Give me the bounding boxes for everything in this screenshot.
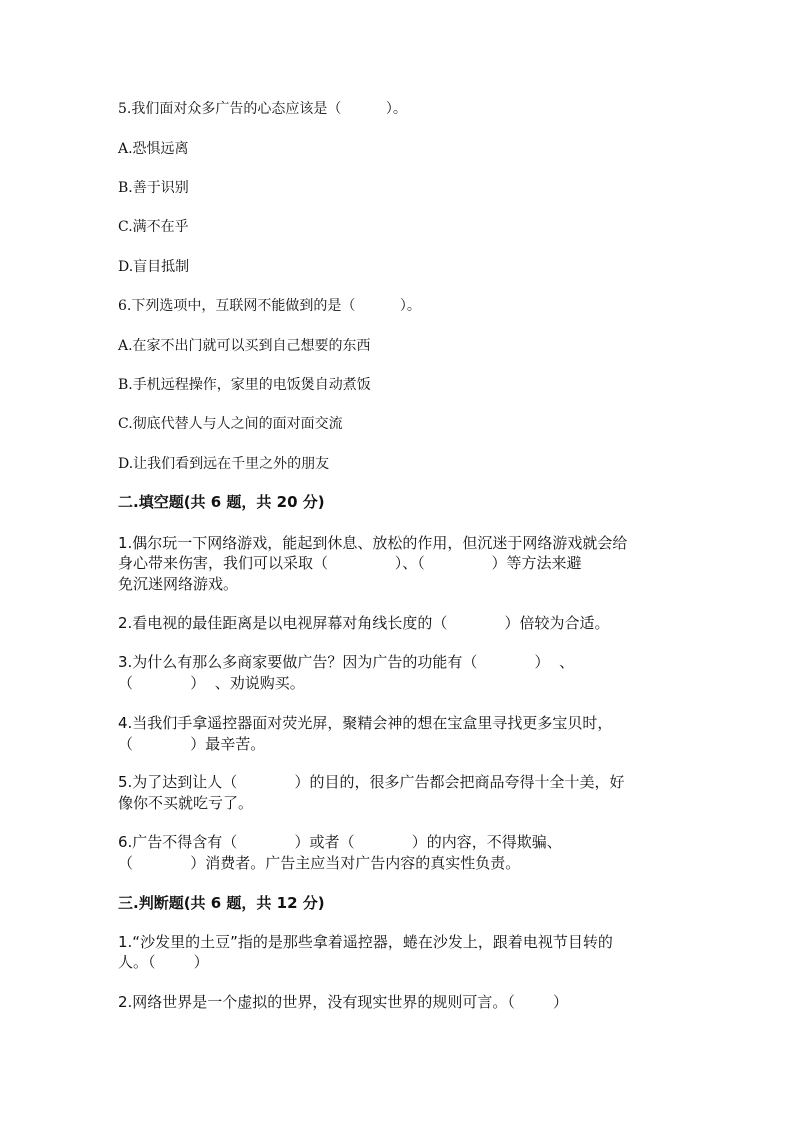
judge-1-line-1: 1.“沙发里的土豆”指的是那些拿着遥控器，蜷在沙发上，跟着电视节目转的 bbox=[118, 933, 613, 951]
fill-3-line-2: （ ） 、劝说购买。 bbox=[118, 674, 305, 692]
question-6-stem: 6.下列选项中，互联网不能做到的是（ ）。 bbox=[118, 298, 421, 314]
fill-3-line-1: 3.为什么有那么多商家要做广告？因为广告的功能有（ ） 、 bbox=[118, 653, 575, 671]
question-6-option-a: A.在家不出门就可以买到自己想要的东西 bbox=[118, 338, 371, 354]
question-5-stem: 5.我们面对众多广告的心态应该是（ ）。 bbox=[118, 101, 407, 117]
question-5-option-c: C.满不在乎 bbox=[118, 219, 189, 235]
fill-5-line-2: 像你不买就吃亏了。 bbox=[118, 794, 254, 812]
judge-2-line-1: 2.网络世界是一个虚拟的世界，没有现实世界的规则可言。（ ） bbox=[118, 993, 568, 1011]
section-3-heading: 三.判断题(共 6 题，共 12 分) bbox=[118, 894, 325, 912]
fill-1-line-2: 身心带来伤害，我们可以采取（ ）、（ ）等方法来避 bbox=[118, 554, 582, 572]
question-5-option-d: D.盲目抵制 bbox=[118, 259, 190, 275]
fill-6-line-1: 6.广告不得含有（ ）或者（ ）的内容，不得欺骗、 bbox=[118, 833, 562, 851]
fill-4-line-2: （ ）最辛苦。 bbox=[118, 735, 266, 753]
fill-5-line-1: 5.为了达到让人（ ）的目的，很多广告都会把商品夸得十全十美，好 bbox=[118, 773, 625, 791]
question-5-option-b: B.善于识别 bbox=[118, 180, 189, 196]
fill-2-line-1: 2.看电视的最佳距离是以电视屏幕对角线长度的（ ）倍较为合适。 bbox=[118, 614, 610, 632]
question-5-option-a: A.恐惧远离 bbox=[118, 141, 189, 157]
fill-1-line-1: 1.偶尔玩一下网络游戏，能起到休息、放松的作用，但沉迷于网络游戏就会给 bbox=[118, 534, 628, 552]
fill-1-line-3: 免沉迷网络游戏。 bbox=[118, 575, 239, 593]
judge-1-line-2: 人。（ ） bbox=[118, 953, 209, 971]
section-2-heading: 二.填空题(共 6 题，共 20 分) bbox=[118, 493, 325, 511]
question-6-option-b: B.手机远程操作，家里的电饭煲自动煮饭 bbox=[118, 377, 371, 393]
question-6-option-c: C.彻底代替人与人之间的面对面交流 bbox=[118, 416, 343, 432]
fill-6-line-2: （ ）消费者。广告主应当对广告内容的真实性负责。 bbox=[118, 854, 521, 872]
fill-4-line-1: 4.当我们手拿遥控器面对荧光屏，聚精会神的想在宝盒里寻找更多宝贝时， bbox=[118, 714, 613, 732]
question-6-option-d: D.让我们看到远在千里之外的朋友 bbox=[118, 456, 330, 472]
